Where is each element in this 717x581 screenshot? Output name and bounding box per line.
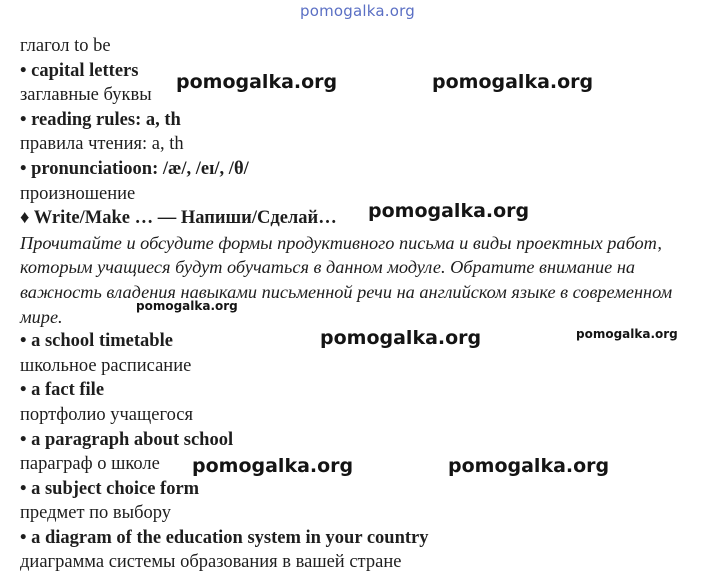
- text-line: диаграмма системы образования в вашей стране: [20, 552, 402, 573]
- text-line: правила чтения: a, th: [20, 134, 184, 155]
- watermark-text: pomogalka.org: [368, 200, 530, 222]
- watermark-text: pomogalka.org: [136, 299, 238, 313]
- watermark-text: pomogalka.org: [448, 455, 610, 477]
- text-line: параграф о школе: [20, 454, 160, 475]
- bullet-item: • a diagram of the education system in your country: [20, 527, 429, 548]
- instruction-paragraph: Прочитайте и обсудите формы продуктивного письма и виды проектных работ, которым учащиеся будут обучаться в данном модуле. Обратите внимание на важность владения навыками письменной речи на английском языке в современном мире.: [20, 232, 673, 327]
- watermark-text: pomogalka.org: [192, 455, 354, 477]
- bullet-item: • a subject choice form: [20, 478, 200, 499]
- text-line: заглавные буквы: [20, 85, 152, 106]
- text-line: школьное расписание: [20, 355, 192, 376]
- site-header-watermark: pomogalka.org: [300, 2, 415, 20]
- bullet-item: • capital letters: [20, 60, 139, 81]
- watermark-text: pomogalka.org: [176, 71, 338, 93]
- bullet-item: • reading rules: a, th: [20, 109, 181, 130]
- watermark-text: pomogalka.org: [432, 71, 594, 93]
- section-heading: ♦ Write/Make … — Напиши/Сделай…: [20, 208, 337, 229]
- bullet-item: • a school timetable: [20, 331, 173, 352]
- text-line: предмет по выбору: [20, 503, 172, 524]
- document-body: [20, 34, 710, 575]
- bullet-item: • pronunciatioon: /æ/, /eɪ/, /θ/: [20, 158, 249, 179]
- watermark-text: pomogalka.org: [320, 327, 482, 349]
- text-line: произношение: [20, 183, 136, 204]
- bullet-item: • a fact file: [20, 380, 105, 401]
- text-line: глагол to be: [20, 36, 111, 56]
- bullet-item: • a paragraph about school: [20, 429, 234, 450]
- watermark-text: pomogalka.org: [576, 327, 678, 341]
- text-line: портфолио учащегося: [20, 404, 194, 425]
